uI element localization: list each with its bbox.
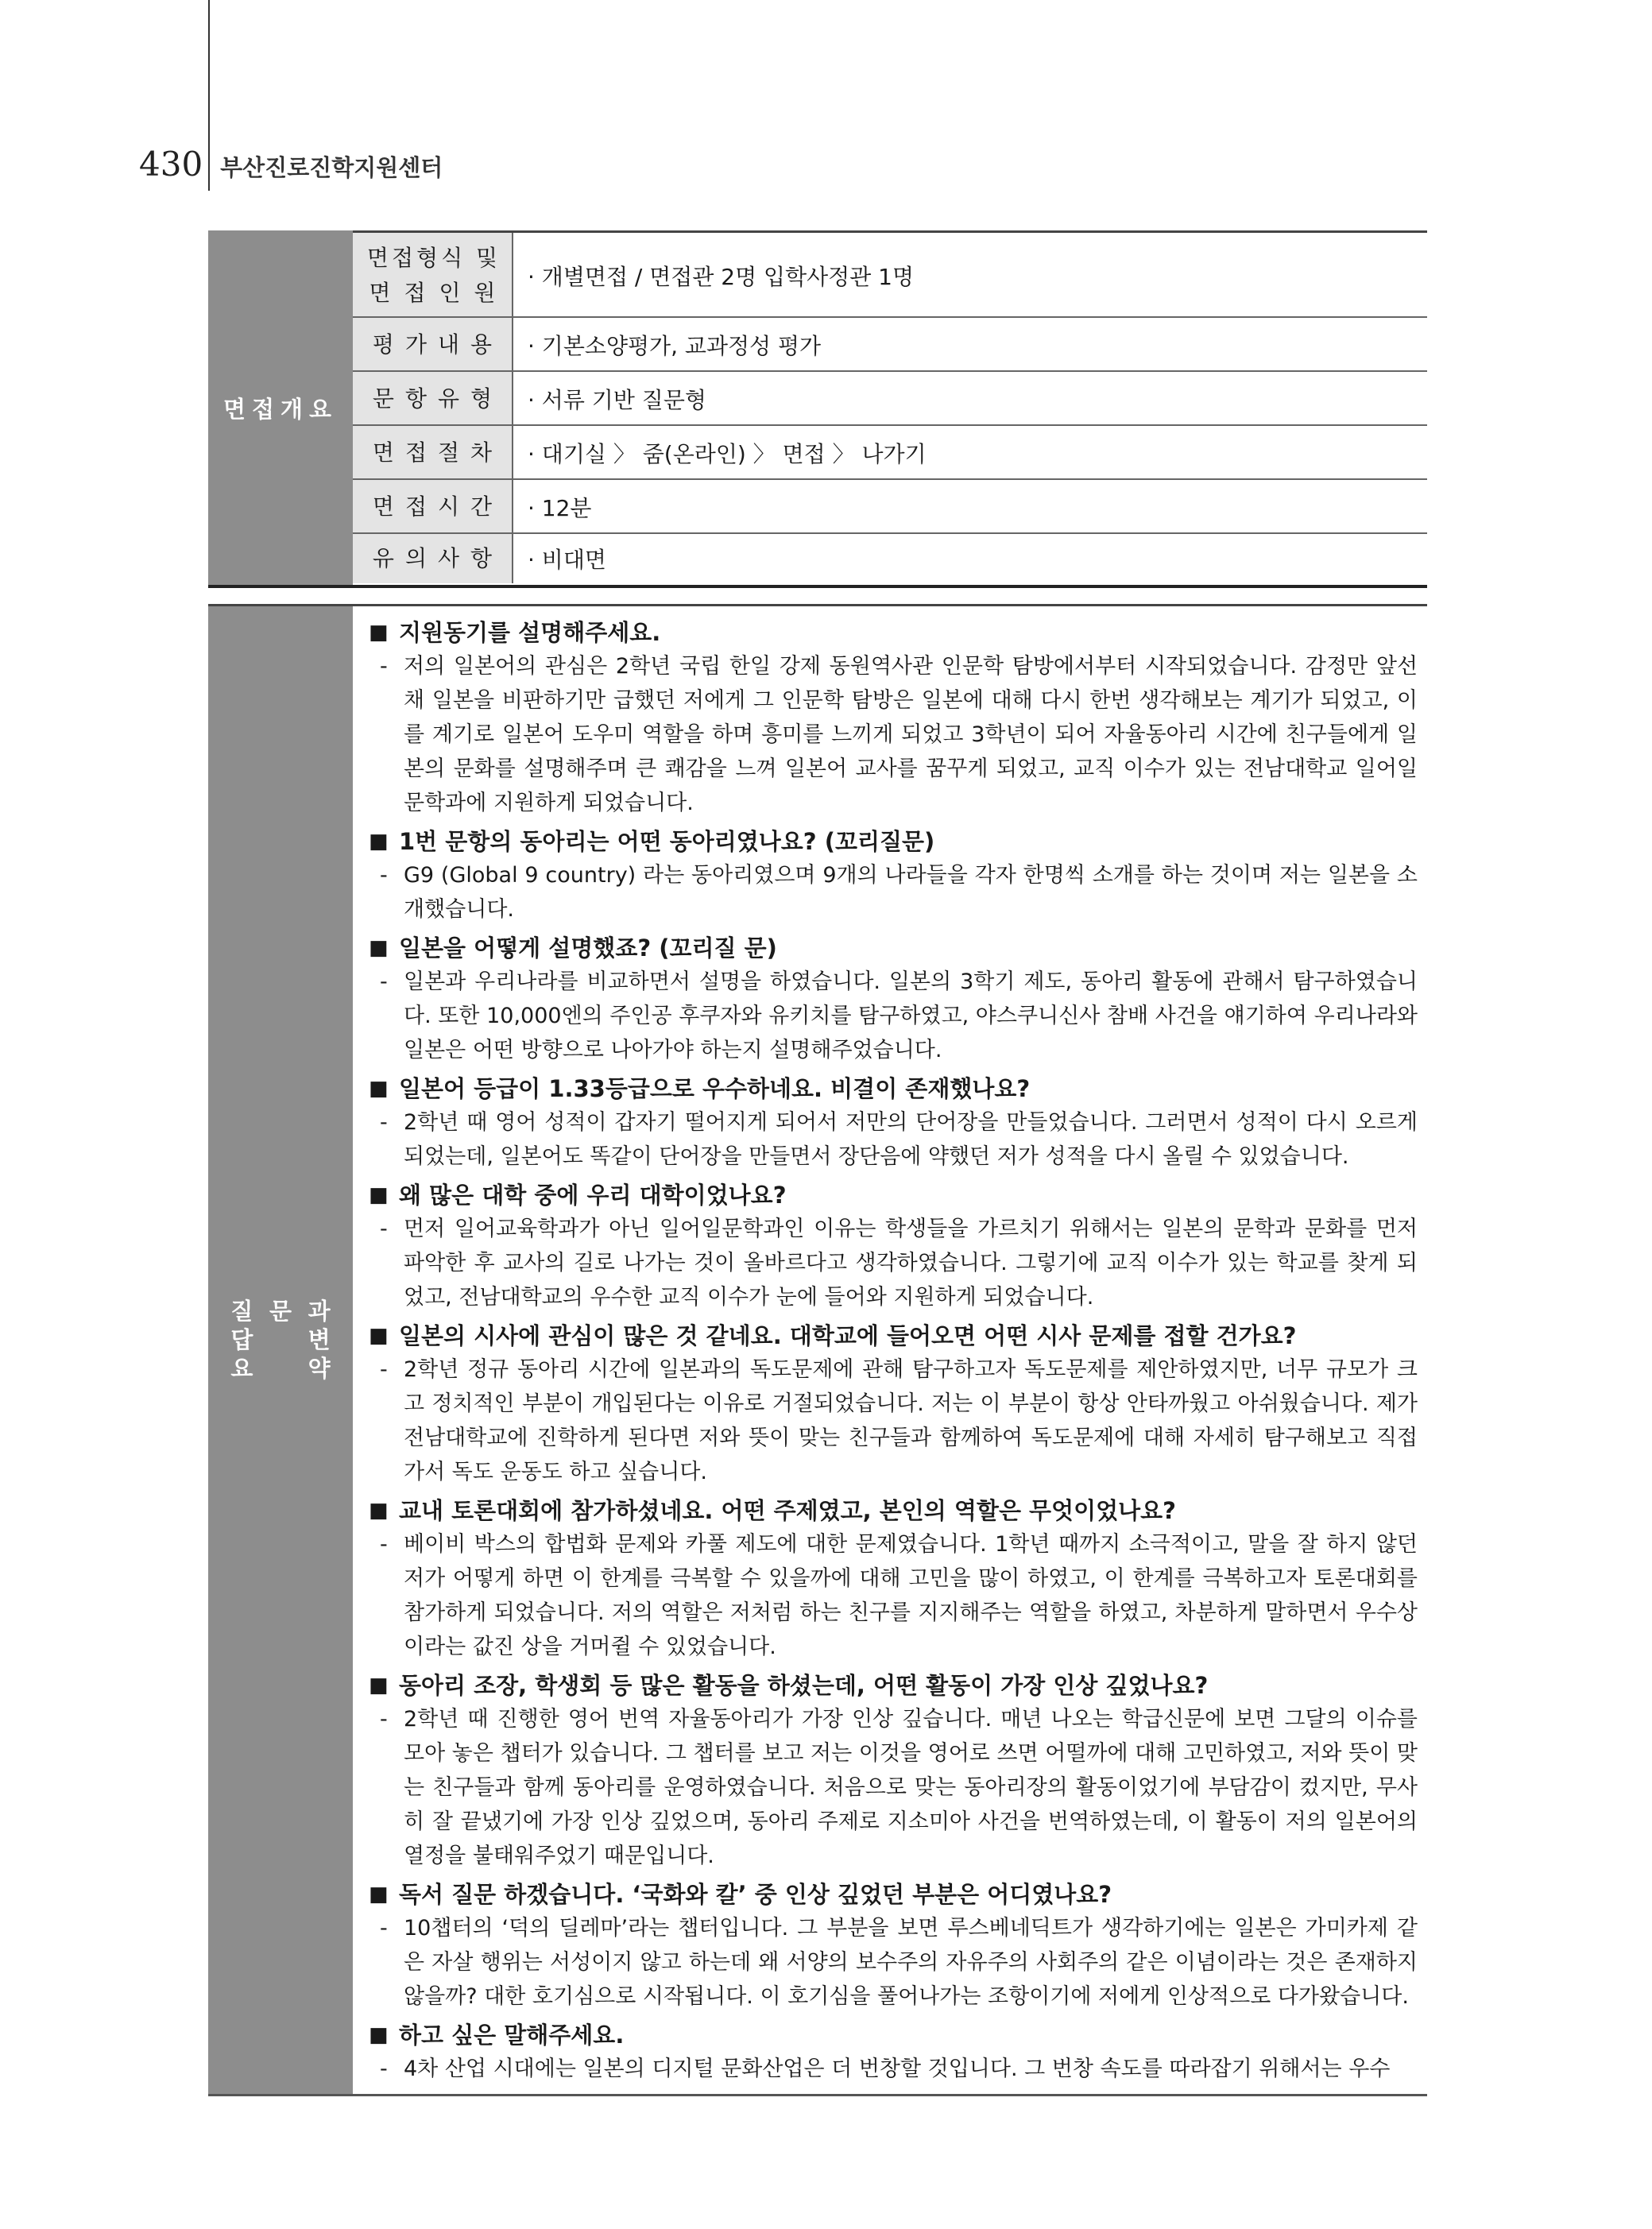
qa-label-char — [261, 1355, 300, 1382]
answer — [369, 2052, 1418, 2086]
answer — [369, 965, 1418, 1067]
question — [369, 1072, 1418, 1105]
answer — [369, 649, 1418, 820]
overview-row — [353, 532, 1427, 583]
dash-bullet-icon: - — [380, 863, 388, 888]
question — [369, 931, 1418, 965]
square-bullet-icon: ■ — [369, 1324, 389, 1348]
answer — [369, 1911, 1418, 2014]
question — [369, 616, 1418, 649]
qa-label-char: 약 — [308, 1355, 331, 1382]
qa-list — [369, 616, 1418, 2086]
overview-row — [353, 316, 1427, 372]
dash-bullet-icon: - — [380, 654, 388, 679]
question — [369, 1494, 1418, 1527]
qa-label-cell — [208, 606, 353, 2094]
answer-text: 2학년 때 영어 성적이 갑자기 떨어지게 되어서 저만의 단어장을 만들었습니다. 그러면서 성적이 다시 오르게 되었는데, 일본어도 똑같이 단어장을 만들면서 장단음에 약했던 저가 성적을 다시 올릴 수 있었습니다. — [404, 1110, 1418, 1169]
overview-row-key — [353, 318, 512, 372]
question-text: 독서 질문 하겠습니다. ‘국화와 칼’ 중 인상 깊었던 부분은 어디였나요? — [399, 1881, 1112, 1908]
answer-text: 10챕터의 ‘덕의 딜레마’라는 챕터입니다. 그 부분을 보면 루스베네딕트가 생각하기에는 일본은 가미카제 같은 자살 행위는 서성이지 않고 하는데 왜 서양의 보수주의 자유주의 사회주의 같은 이념이라는 것은 존재하지 않을까? 대한 호기심으로 시작됩니다. 이 호기심을 풀어나가는 조항이기에 저에게 인상적으로 다가왔습니다. — [404, 1916, 1418, 2009]
answer — [369, 1212, 1418, 1314]
qa-label-char: 과 — [308, 1298, 331, 1325]
overview-rows — [353, 230, 1427, 582]
square-bullet-icon: ■ — [369, 2023, 389, 2047]
question — [369, 1878, 1418, 1911]
square-bullet-icon: ■ — [369, 1674, 389, 1697]
question-text: 교내 토론대회에 참가하셨네요. 어떤 주제였고, 본인의 역할은 무엇이었나요? — [399, 1497, 1176, 1524]
square-bullet-icon: ■ — [369, 1183, 389, 1207]
answer-text: 2학년 정규 동아리 시간에 일본과의 독도문제에 관해 탐구하고자 독도문제를 제안하였지만, 너무 규모가 크고 정치적인 부분이 개입된다는 이유로 거절되었습니다. 저는 이 부분이 항상 안타까웠고 아쉬웠습니다. 제가 전남대학교에 진학하게 된다면 저와 뜻이 맞는 친구들과 함께하여 독도문제에 대해 자세히 탐구해보고 직접 가서 독도 운동도 하고 싶습니다. — [404, 1357, 1418, 1484]
qa-label — [222, 1298, 339, 1382]
qa-label-char: 답 — [230, 1326, 253, 1353]
answer-text: 먼저 일어교육학과가 아닌 일어일문학과인 이유는 학생들을 가르치기 위해서는 일본의 문학과 문화를 먼저 파악한 후 교사의 길로 나가는 것이 올바르다고 생각하였습니다. 그렇기에 교직 이수가 있는 학교를 찾게 되었고, 전남대학교의 우수한 교직 이수가 눈에 들어와 지원하게 되었습니다. — [404, 1217, 1418, 1310]
qa-label-char: 질 — [230, 1298, 253, 1325]
dash-bullet-icon: - — [380, 1916, 388, 1941]
overview-row — [353, 370, 1427, 426]
overview-row-key-line: 면 접 인 원 — [369, 280, 499, 306]
overview-row-key-line: 면접절차 — [372, 439, 504, 466]
overview-row-key-line: 유의사항 — [372, 545, 504, 571]
question — [369, 825, 1418, 858]
qa-label-char: 요 — [230, 1355, 253, 1382]
overview-row-value: · 기본소양평가, 교과정성 평가 — [512, 318, 1427, 372]
dash-bullet-icon: - — [380, 1217, 388, 1241]
qa-label-char: 문 — [269, 1298, 292, 1325]
square-bullet-icon: ■ — [369, 1883, 389, 1906]
dash-bullet-icon: - — [380, 1357, 388, 1382]
answer-text: 일본과 우리나라를 비교하면서 설명을 하였습니다. 일본의 3학기 제도, 동아리 활동에 관해서 탐구하였습니다. 또한 10,000엔의 주인공 후쿠자와 유키치를 탐구하였고, 야스쿠니신사 참배 사건을 얘기하여 우리나라와 일본은 어떤 방향으로 나아가야 하는지 설명해주었습니다. — [404, 969, 1418, 1062]
overview-row — [353, 424, 1427, 480]
answer — [369, 1352, 1418, 1489]
square-bullet-icon: ■ — [369, 936, 389, 960]
answer-text: 4차 산업 시대에는 일본의 디지털 문화산업은 더 번창할 것입니다. 그 번창 속도를 따라잡기 위해서는 우수 — [404, 2057, 1391, 2081]
question-text: 일본을 어떻게 설명했죠? (꼬리질 문) — [399, 935, 777, 962]
answer — [369, 1105, 1418, 1174]
question-text: 1번 문항의 동아리는 어떤 동아리였나요? (꼬리질문) — [399, 828, 935, 855]
overview-label: 면접개요 — [208, 230, 353, 585]
qa-label-char — [261, 1326, 300, 1353]
overview-row — [353, 478, 1427, 534]
answer-text: 베이비 박스의 합법화 문제와 카풀 제도에 대한 문제였습니다. 1학년 때까지 소극적이고, 말을 잘 하지 않던 저가 어떻게 하면 이 한계를 극복할 수 있을까에 대해 고민을 많이 하였고, 이 한계를 극복하고자 토론대회를 참가하게 되었습니다. 저의 역할은 저처럼 하는 친구를 지지해주는 역할을 하였고, 차분하게 말하면서 우수상이라는 값진 상을 거머쥘 수 있었습니다. — [404, 1532, 1418, 1659]
answer-text: 2학년 때 진행한 영어 번역 자율동아리가 가장 인상 깊습니다. 매년 나오는 학급신문에 보면 그달의 이슈를 모아 놓은 챕터가 있습니다. 그 챕터를 보고 저는 이것을 영어로 쓰면 어떨까에 대해 고민하였고, 저와 뜻이 맞는 친구들과 함께 동아리를 운영하였습니다. 처음으로 맞는 동아리장의 활동이었기에 부담감이 컸지만, 무사히 잘 끝냈기에 가장 인상 깊었으며, 동아리 주제로 지소미아 사건을 번역하였는데, 이 활동이 저의 일본어의 열정을 불태워주었기 때문입니다. — [404, 1707, 1418, 1868]
answer — [369, 1527, 1418, 1664]
header-title: 부산진로진학지원센터 — [220, 154, 443, 181]
dash-bullet-icon: - — [380, 1532, 388, 1557]
interview-overview-table — [208, 230, 1427, 588]
overview-row-key — [353, 534, 512, 583]
overview-row-value: · 대기실 〉 줌(온라인) 〉 면접 〉 나가기 — [512, 426, 1427, 480]
dash-bullet-icon: - — [380, 2057, 388, 2081]
answer-text: G9 (Global 9 country) 라는 동아리였으며 9개의 나라들을 각자 한명씩 소개를 하는 것이며 저는 일본을 소개했습니다. — [404, 863, 1418, 922]
question — [369, 1669, 1418, 1702]
page-number: 430 — [139, 145, 203, 184]
question-text: 하고 싶은 말해주세요. — [399, 2022, 625, 2049]
question-text: 일본의 시사에 관심이 많은 것 같네요. 대학교에 들어오면 어떤 시사 문제를 접할 건가요? — [399, 1322, 1297, 1349]
overview-row-key-line: 면접시간 — [372, 493, 504, 520]
square-bullet-icon: ■ — [369, 1077, 389, 1101]
question — [369, 1319, 1418, 1352]
question — [369, 1178, 1418, 1212]
answer — [369, 858, 1418, 927]
overview-row — [353, 230, 1427, 319]
question-text: 동아리 조장, 학생회 등 많은 활동을 하셨는데, 어떤 활동이 가장 인상 깊었나요? — [399, 1672, 1209, 1699]
overview-row-key-line: 문항유형 — [372, 385, 504, 412]
overview-row-key — [353, 372, 512, 426]
qa-body — [353, 606, 1427, 2094]
overview-row-key — [353, 426, 512, 480]
qa-label-char: 변 — [308, 1326, 331, 1353]
overview-row-key-line: 면접형식 및 — [366, 245, 501, 271]
square-bullet-icon: ■ — [369, 621, 389, 644]
square-bullet-icon: ■ — [369, 830, 389, 853]
dash-bullet-icon: - — [380, 1707, 388, 1732]
dash-bullet-icon: - — [380, 969, 388, 994]
question-text: 지원동기를 설명해주세요. — [399, 619, 661, 646]
overview-row-value: · 비대면 — [512, 534, 1427, 583]
dash-bullet-icon: - — [380, 1110, 388, 1135]
overview-row-key — [353, 233, 512, 319]
qa-summary-table — [208, 604, 1427, 2096]
question-text: 일본어 등급이 1.33등급으로 우수하네요. 비결이 존재했나요? — [399, 1075, 1031, 1102]
square-bullet-icon: ■ — [369, 1499, 389, 1523]
question — [369, 2018, 1418, 2052]
overview-row-value: · 서류 기반 질문형 — [512, 372, 1427, 426]
answer — [369, 1702, 1418, 1873]
overview-row-value: · 개별면접 / 면접관 2명 입학사정관 1명 — [512, 233, 1427, 319]
overview-row-key — [353, 480, 512, 534]
overview-row-value: · 12분 — [512, 480, 1427, 534]
overview-row-key-line: 평가내용 — [372, 331, 504, 358]
question-text: 왜 많은 대학 중에 우리 대학이었나요? — [399, 1182, 787, 1209]
answer-text: 저의 일본어의 관심은 2학년 국립 한일 강제 동원역사관 인문학 탐방에서부터 시작되었습니다. 감정만 앞선 채 일본을 비판하기만 급했던 저에게 그 인문학 탐방은 일본에 대해 다시 한번 생각해보는 계기가 되었고, 이를 계기로 일본어 도우미 역할을 하며 흥미를 느끼게 되었고 3학년이 되어 자율동아리 시간에 친구들에게 일본의 문화를 설명해주며 큰 쾌감을 느껴 일본어 교사를 꿈꾸게 되었고, 교직 이수가 있는 전남대학교 일어일문학과에 지원하게 되었습니다. — [404, 654, 1418, 815]
page-header — [139, 145, 443, 192]
